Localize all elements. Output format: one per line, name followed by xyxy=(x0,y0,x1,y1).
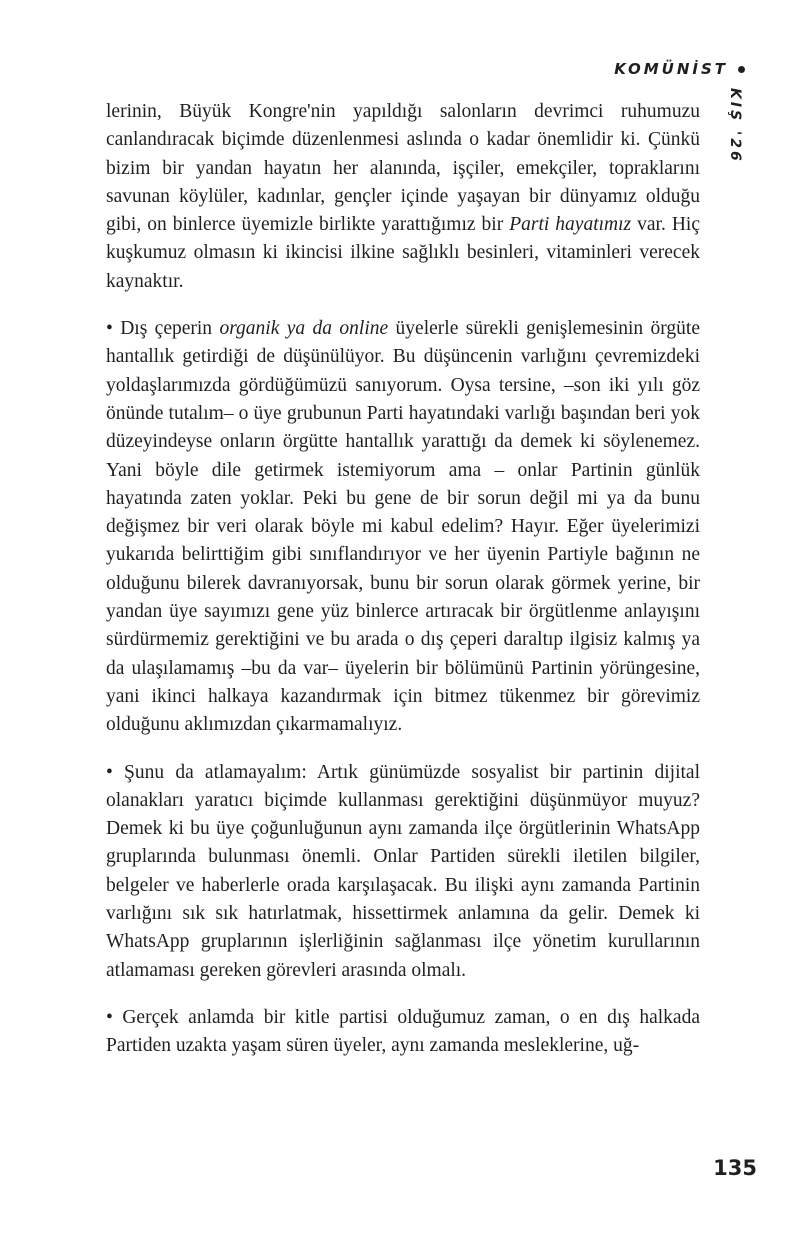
page-number: 135 xyxy=(713,1156,757,1180)
magazine-title: KOMÜNİST xyxy=(614,60,728,78)
emphasis-text: organik ya da online xyxy=(219,318,389,340)
paragraph-1: lerinin, Büyük Kongre'nin yapıldığı salonların devrimci ruhumuzu canlandıracak biçimde düzenlenmesi aslında o kadar önemlidir ki. Çünkü bizim bir yandan hayatın her alanında, işçiler, emekçiler, topraklarını savunan köylüler, kadınlar, gençler içinde yaşayan bir dünyamız olduğu gibi, on binlerce üyemizle birlikte yarattığımız bir Parti hayatımız var. Hiç kuşkumuz olmasın ki ikincisi ilkine sağlıklı besinleri, vitaminleri verecek kaynaktır. xyxy=(106,101,700,292)
paragraph-2: • Dış çeperin organik ya da online üyelerle sürekli genişlemesinin örgüte hantallık getirdiği de düşünülüyor. Bu düşüncenin varlığını çevremizdeki yoldaşlarımızda gördüğümüzü sanıyorum. Oysa tersine, –son iki yılı göz önünde tutalım– o üye grubunun Parti hayatındaki varlığı başından beri yok düzeyindeyse onların örgütte hantallık yarattığı da demek ki söylenemez. Yani böyle dile getirmek istemiyorum ama – onlar Partinin günlük hayatında zaten yoklar. Peki bu gene de bir sorun değil mi ya da bunu değişmez bir veri olarak böyle mi kabul edelim? Hayır. Eğer üyelerimizi yukarıda belirttiğim gibi sınıflandırıyor ve her üyenin Partiyle bağının ne olduğunu bilerek davranıyorsak, bunu bir sorun olarak görmek yerine, bir yandan üye sayımızı gene yüz binlerce artıracak bir örgütlenme anlayışını sürdürmemiz gerektiğini ve bu arada o dış çeperi daraltıp ilgisiz kalmış ya da ulaşılamamış –bu da var– üyelerin bir bölümünü Partinin yörüngesine, yani ikinci halkaya kazandırmak için bitmez tükenmez bir görevimiz olduğunu aklımızdan çıkarmamalıyız. xyxy=(106,318,701,736)
running-header xyxy=(614,60,745,78)
paragraph-3: • Şunu da atlamayalım: Artık günümüzde sosyalist bir partinin dijital olanakları yaratıcı biçimde kullanması gerektiğini düşünmüyor muyuz? Demek ki bu üye çoğunluğunun aynı zamanda ilçe örgütlerinin WhatsApp gruplarında bulunması önemli. Onlar Partiden sürekli iletilen bilgiler, belgeler ve haberlerle orada karşılaşacak. Bu ilişki aynı zamanda Partinin varlığını sık sık hatırlatmak, hissettirmek anlamına da gelir. Demek ki WhatsApp gruplarının işlerliğinin sağlanması ilçe yönetim kurullarının atlamaması gereken görevleri arasında olmalı. xyxy=(106,761,700,981)
paragraph-4: • Gerçek anlamda bir kitle partisi olduğumuz zaman, o en dış halkada Partiden uzakta yaşam süren üyeler, aynı zamanda mesleklerine, uğ- xyxy=(106,1006,700,1057)
emphasis-text: Parti hayatımız xyxy=(509,214,632,236)
issue-label: KIŞ '26 xyxy=(727,88,743,164)
article-body xyxy=(106,98,700,1080)
header-bullet-icon xyxy=(738,66,745,73)
